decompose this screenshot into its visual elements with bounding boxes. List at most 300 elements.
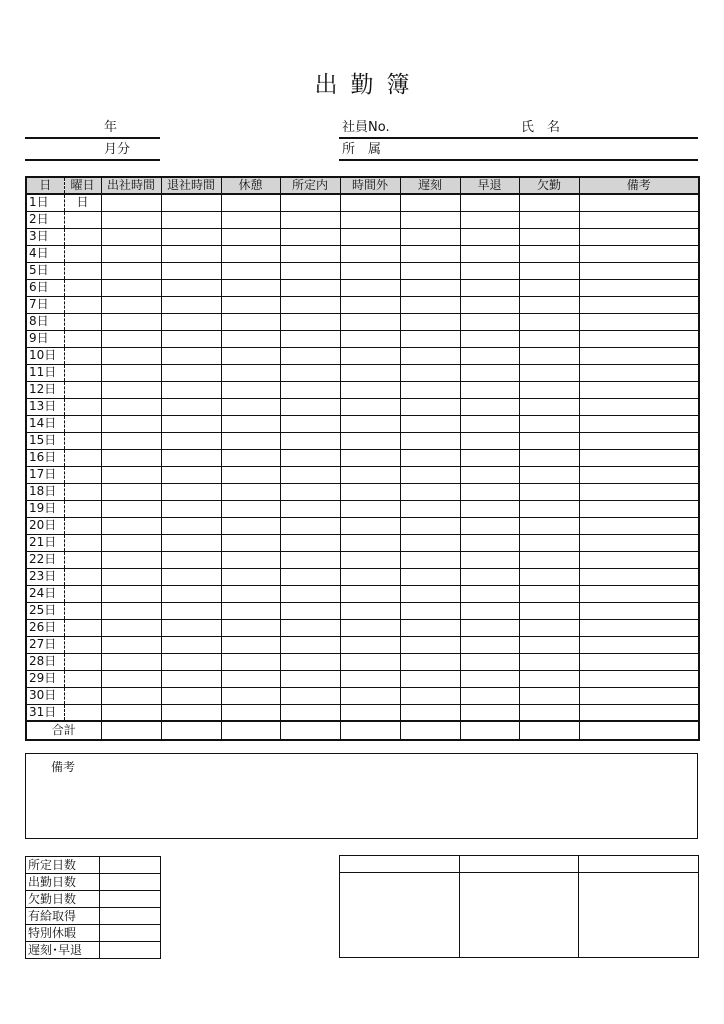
entry-cell[interactable] [400,381,460,398]
entry-cell[interactable] [221,279,280,296]
summary-value[interactable] [100,891,161,908]
stamp-cell[interactable] [460,873,579,958]
entry-cell[interactable] [161,262,221,279]
entry-cell[interactable] [101,211,161,228]
entry-cell[interactable] [101,364,161,381]
entry-cell[interactable] [460,687,519,704]
entry-cell[interactable] [579,619,699,636]
entry-cell[interactable] [400,466,460,483]
entry-cell[interactable] [221,602,280,619]
entry-cell[interactable] [519,653,579,670]
entry-cell[interactable] [161,432,221,449]
entry-cell[interactable] [280,262,340,279]
entry-cell[interactable] [519,228,579,245]
entry-cell[interactable] [400,449,460,466]
entry-cell[interactable] [460,347,519,364]
entry-cell[interactable] [280,670,340,687]
entry-cell[interactable] [579,194,699,211]
entry-cell[interactable] [161,330,221,347]
total-cell[interactable] [579,721,699,740]
entry-cell[interactable] [161,364,221,381]
entry-cell[interactable] [280,364,340,381]
entry-cell[interactable] [340,381,400,398]
entry-cell[interactable] [460,602,519,619]
entry-cell[interactable] [460,398,519,415]
total-cell[interactable] [161,721,221,740]
entry-cell[interactable] [579,500,699,517]
weekday-cell[interactable] [64,449,101,466]
entry-cell[interactable] [221,381,280,398]
entry-cell[interactable] [400,568,460,585]
entry-cell[interactable] [101,347,161,364]
entry-cell[interactable] [519,262,579,279]
entry-cell[interactable] [280,636,340,653]
entry-cell[interactable] [221,245,280,262]
entry-cell[interactable] [221,670,280,687]
entry-cell[interactable] [579,313,699,330]
entry-cell[interactable] [400,534,460,551]
entry-cell[interactable] [400,347,460,364]
entry-cell[interactable] [221,347,280,364]
entry-cell[interactable] [400,296,460,313]
entry-cell[interactable] [221,330,280,347]
entry-cell[interactable] [460,653,519,670]
entry-cell[interactable] [280,619,340,636]
entry-cell[interactable] [579,670,699,687]
entry-cell[interactable] [161,500,221,517]
entry-cell[interactable] [519,194,579,211]
entry-cell[interactable] [161,245,221,262]
entry-cell[interactable] [519,568,579,585]
entry-cell[interactable] [400,602,460,619]
entry-cell[interactable] [101,704,161,721]
entry-cell[interactable] [221,551,280,568]
entry-cell[interactable] [280,551,340,568]
entry-cell[interactable] [519,687,579,704]
entry-cell[interactable] [579,228,699,245]
entry-cell[interactable] [280,381,340,398]
entry-cell[interactable] [221,704,280,721]
entry-cell[interactable] [340,534,400,551]
remarks-box[interactable] [25,753,698,839]
total-cell[interactable] [460,721,519,740]
entry-cell[interactable] [340,398,400,415]
entry-cell[interactable] [340,653,400,670]
entry-cell[interactable] [579,551,699,568]
summary-value[interactable] [100,857,161,874]
entry-cell[interactable] [340,551,400,568]
weekday-cell[interactable] [64,500,101,517]
entry-cell[interactable] [579,296,699,313]
weekday-cell[interactable] [64,245,101,262]
entry-cell[interactable] [519,500,579,517]
entry-cell[interactable] [101,636,161,653]
entry-cell[interactable] [221,415,280,432]
entry-cell[interactable] [519,636,579,653]
entry-cell[interactable] [400,483,460,500]
weekday-cell[interactable] [64,551,101,568]
entry-cell[interactable] [519,381,579,398]
entry-cell[interactable] [400,619,460,636]
entry-cell[interactable] [340,687,400,704]
entry-cell[interactable] [519,619,579,636]
entry-cell[interactable] [460,211,519,228]
entry-cell[interactable] [161,398,221,415]
entry-cell[interactable] [579,636,699,653]
entry-cell[interactable] [579,568,699,585]
weekday-cell[interactable] [64,347,101,364]
entry-cell[interactable] [579,415,699,432]
entry-cell[interactable] [161,687,221,704]
entry-cell[interactable] [519,364,579,381]
entry-cell[interactable] [340,619,400,636]
entry-cell[interactable] [340,585,400,602]
stamp-cell[interactable] [340,873,460,958]
entry-cell[interactable] [400,398,460,415]
entry-cell[interactable] [460,636,519,653]
entry-cell[interactable] [101,670,161,687]
entry-cell[interactable] [579,432,699,449]
entry-cell[interactable] [340,313,400,330]
entry-cell[interactable] [340,568,400,585]
weekday-cell[interactable] [64,262,101,279]
entry-cell[interactable] [460,517,519,534]
entry-cell[interactable] [460,364,519,381]
entry-cell[interactable] [519,432,579,449]
summary-value[interactable] [100,908,161,925]
entry-cell[interactable] [161,296,221,313]
entry-cell[interactable] [280,704,340,721]
summary-value[interactable] [100,942,161,959]
entry-cell[interactable] [460,415,519,432]
entry-cell[interactable] [101,228,161,245]
entry-cell[interactable] [579,330,699,347]
entry-cell[interactable] [101,517,161,534]
entry-cell[interactable] [221,211,280,228]
weekday-cell[interactable] [64,585,101,602]
entry-cell[interactable] [280,466,340,483]
weekday-cell[interactable] [64,483,101,500]
entry-cell[interactable] [579,653,699,670]
weekday-cell[interactable] [64,670,101,687]
weekday-cell[interactable] [64,228,101,245]
entry-cell[interactable] [161,636,221,653]
entry-cell[interactable] [579,704,699,721]
entry-cell[interactable] [340,415,400,432]
entry-cell[interactable] [221,585,280,602]
weekday-cell[interactable] [64,364,101,381]
entry-cell[interactable] [221,568,280,585]
entry-cell[interactable] [400,653,460,670]
entry-cell[interactable] [400,194,460,211]
entry-cell[interactable] [280,296,340,313]
entry-cell[interactable] [340,500,400,517]
entry-cell[interactable] [221,364,280,381]
entry-cell[interactable] [101,585,161,602]
entry-cell[interactable] [400,313,460,330]
entry-cell[interactable] [221,449,280,466]
weekday-cell[interactable] [64,381,101,398]
entry-cell[interactable] [460,262,519,279]
entry-cell[interactable] [101,262,161,279]
weekday-cell[interactable] [64,330,101,347]
entry-cell[interactable] [221,194,280,211]
entry-cell[interactable] [400,228,460,245]
entry-cell[interactable] [161,619,221,636]
entry-cell[interactable] [460,313,519,330]
entry-cell[interactable] [579,381,699,398]
entry-cell[interactable] [400,636,460,653]
entry-cell[interactable] [340,466,400,483]
entry-cell[interactable] [161,653,221,670]
total-cell[interactable] [101,721,161,740]
entry-cell[interactable] [101,245,161,262]
entry-cell[interactable] [340,602,400,619]
entry-cell[interactable] [340,296,400,313]
entry-cell[interactable] [280,449,340,466]
entry-cell[interactable] [460,432,519,449]
entry-cell[interactable] [460,534,519,551]
entry-cell[interactable] [519,296,579,313]
entry-cell[interactable] [101,398,161,415]
entry-cell[interactable] [519,330,579,347]
entry-cell[interactable] [519,551,579,568]
entry-cell[interactable] [460,245,519,262]
entry-cell[interactable] [101,194,161,211]
entry-cell[interactable] [400,330,460,347]
entry-cell[interactable] [101,483,161,500]
entry-cell[interactable] [101,313,161,330]
entry-cell[interactable] [460,585,519,602]
entry-cell[interactable] [101,330,161,347]
entry-cell[interactable] [161,211,221,228]
entry-cell[interactable] [280,194,340,211]
entry-cell[interactable] [161,279,221,296]
entry-cell[interactable] [340,194,400,211]
entry-cell[interactable] [280,585,340,602]
entry-cell[interactable] [340,330,400,347]
entry-cell[interactable] [221,398,280,415]
entry-cell[interactable] [340,279,400,296]
weekday-cell[interactable] [64,296,101,313]
entry-cell[interactable] [161,483,221,500]
entry-cell[interactable] [101,602,161,619]
entry-cell[interactable] [460,704,519,721]
entry-cell[interactable] [519,313,579,330]
entry-cell[interactable] [519,398,579,415]
weekday-cell[interactable] [64,687,101,704]
entry-cell[interactable] [280,568,340,585]
entry-cell[interactable] [221,432,280,449]
total-cell[interactable] [519,721,579,740]
entry-cell[interactable] [280,534,340,551]
entry-cell[interactable] [221,466,280,483]
entry-cell[interactable] [579,483,699,500]
entry-cell[interactable] [161,466,221,483]
entry-cell[interactable] [460,619,519,636]
entry-cell[interactable] [161,534,221,551]
entry-cell[interactable] [340,636,400,653]
entry-cell[interactable] [101,381,161,398]
entry-cell[interactable] [280,602,340,619]
entry-cell[interactable] [161,347,221,364]
entry-cell[interactable] [579,602,699,619]
entry-cell[interactable] [579,211,699,228]
weekday-cell[interactable] [64,619,101,636]
entry-cell[interactable] [161,313,221,330]
entry-cell[interactable] [280,211,340,228]
entry-cell[interactable] [280,500,340,517]
entry-cell[interactable] [340,704,400,721]
entry-cell[interactable] [161,415,221,432]
entry-cell[interactable] [400,585,460,602]
entry-cell[interactable] [460,449,519,466]
entry-cell[interactable] [221,534,280,551]
entry-cell[interactable] [221,313,280,330]
entry-cell[interactable] [340,245,400,262]
entry-cell[interactable] [579,449,699,466]
weekday-cell[interactable] [64,704,101,721]
weekday-cell[interactable] [64,636,101,653]
entry-cell[interactable] [221,296,280,313]
entry-cell[interactable] [340,670,400,687]
entry-cell[interactable] [400,279,460,296]
entry-cell[interactable] [460,551,519,568]
entry-cell[interactable] [519,279,579,296]
entry-cell[interactable] [340,432,400,449]
entry-cell[interactable] [579,398,699,415]
entry-cell[interactable] [519,347,579,364]
entry-cell[interactable] [460,330,519,347]
entry-cell[interactable] [400,432,460,449]
entry-cell[interactable] [161,568,221,585]
entry-cell[interactable] [400,517,460,534]
entry-cell[interactable] [280,330,340,347]
weekday-cell[interactable] [64,568,101,585]
entry-cell[interactable] [519,245,579,262]
entry-cell[interactable] [519,602,579,619]
entry-cell[interactable] [101,500,161,517]
entry-cell[interactable] [101,534,161,551]
entry-cell[interactable] [280,687,340,704]
entry-cell[interactable] [101,551,161,568]
weekday-cell[interactable] [64,279,101,296]
entry-cell[interactable] [161,602,221,619]
entry-cell[interactable] [579,534,699,551]
entry-cell[interactable] [161,381,221,398]
weekday-cell[interactable]: 日 [64,194,101,211]
entry-cell[interactable] [400,551,460,568]
total-cell[interactable] [280,721,340,740]
entry-cell[interactable] [579,245,699,262]
entry-cell[interactable] [460,568,519,585]
entry-cell[interactable] [579,262,699,279]
entry-cell[interactable] [519,415,579,432]
entry-cell[interactable] [221,619,280,636]
entry-cell[interactable] [101,415,161,432]
entry-cell[interactable] [579,466,699,483]
entry-cell[interactable] [280,432,340,449]
entry-cell[interactable] [519,585,579,602]
weekday-cell[interactable] [64,432,101,449]
entry-cell[interactable] [221,500,280,517]
entry-cell[interactable] [280,483,340,500]
entry-cell[interactable] [280,279,340,296]
entry-cell[interactable] [519,211,579,228]
entry-cell[interactable] [579,517,699,534]
entry-cell[interactable] [579,364,699,381]
entry-cell[interactable] [519,483,579,500]
entry-cell[interactable] [400,687,460,704]
stamp-cell[interactable] [579,873,699,958]
entry-cell[interactable] [340,228,400,245]
weekday-cell[interactable] [64,415,101,432]
entry-cell[interactable] [519,670,579,687]
entry-cell[interactable] [460,381,519,398]
entry-cell[interactable] [519,466,579,483]
entry-cell[interactable] [579,687,699,704]
entry-cell[interactable] [579,279,699,296]
entry-cell[interactable] [280,347,340,364]
entry-cell[interactable] [221,483,280,500]
entry-cell[interactable] [221,653,280,670]
entry-cell[interactable] [161,194,221,211]
entry-cell[interactable] [340,364,400,381]
entry-cell[interactable] [340,262,400,279]
weekday-cell[interactable] [64,517,101,534]
entry-cell[interactable] [340,347,400,364]
entry-cell[interactable] [460,466,519,483]
entry-cell[interactable] [460,279,519,296]
entry-cell[interactable] [460,194,519,211]
entry-cell[interactable] [340,483,400,500]
weekday-cell[interactable] [64,602,101,619]
total-cell[interactable] [221,721,280,740]
total-cell[interactable] [400,721,460,740]
entry-cell[interactable] [101,619,161,636]
weekday-cell[interactable] [64,211,101,228]
summary-value[interactable] [100,874,161,891]
total-cell[interactable] [340,721,400,740]
entry-cell[interactable] [579,347,699,364]
entry-cell[interactable] [400,670,460,687]
entry-cell[interactable] [460,500,519,517]
entry-cell[interactable] [101,653,161,670]
entry-cell[interactable] [400,364,460,381]
entry-cell[interactable] [519,704,579,721]
entry-cell[interactable] [161,551,221,568]
entry-cell[interactable] [161,585,221,602]
entry-cell[interactable] [400,262,460,279]
entry-cell[interactable] [280,245,340,262]
entry-cell[interactable] [101,449,161,466]
entry-cell[interactable] [101,279,161,296]
weekday-cell[interactable] [64,466,101,483]
entry-cell[interactable] [400,245,460,262]
entry-cell[interactable] [221,228,280,245]
entry-cell[interactable] [221,636,280,653]
entry-cell[interactable] [161,449,221,466]
summary-value[interactable] [100,925,161,942]
entry-cell[interactable] [460,483,519,500]
entry-cell[interactable] [280,313,340,330]
entry-cell[interactable] [101,466,161,483]
entry-cell[interactable] [340,517,400,534]
entry-cell[interactable] [519,534,579,551]
entry-cell[interactable] [161,228,221,245]
entry-cell[interactable] [221,687,280,704]
entry-cell[interactable] [161,704,221,721]
